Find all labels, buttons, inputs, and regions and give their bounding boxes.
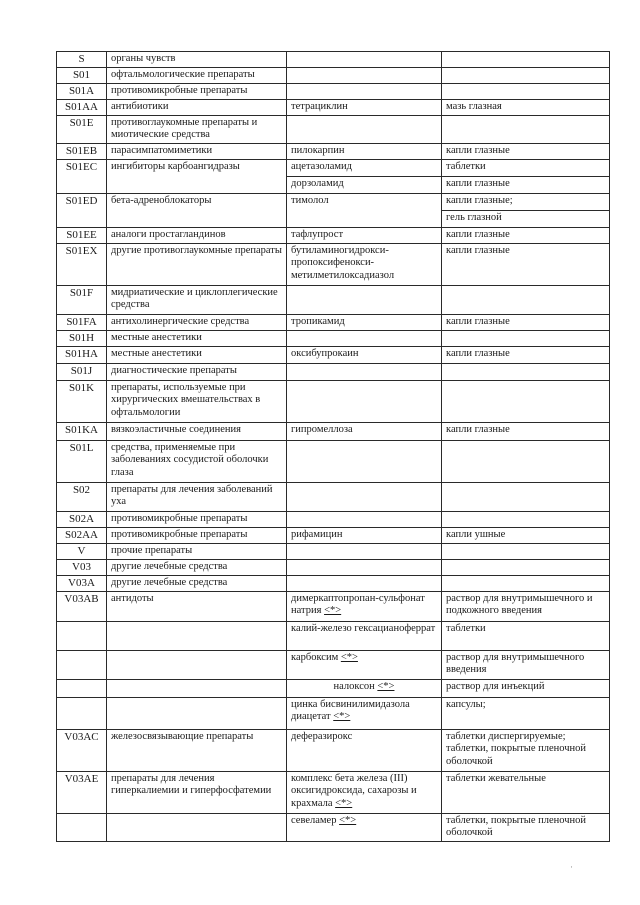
footnote-link[interactable]: <*> xyxy=(377,680,395,692)
atc-code: S01J xyxy=(57,363,107,380)
atc-code: V03AE xyxy=(57,771,107,813)
atc-code: S01EX xyxy=(57,243,107,285)
drug-name: пилокарпин xyxy=(287,143,442,159)
table-row xyxy=(57,99,610,115)
drug-text: налоксон xyxy=(333,680,375,692)
group-name xyxy=(107,621,287,650)
group-name: местные анестетики xyxy=(107,346,287,363)
dosage-form: капли глазные; xyxy=(442,193,610,210)
group-name xyxy=(107,679,287,697)
dosage-form xyxy=(442,115,610,143)
table-row xyxy=(57,591,610,621)
atc-code: S01AA xyxy=(57,99,107,115)
drug-name xyxy=(287,575,442,591)
group-name: офтальмологические препараты xyxy=(107,67,287,83)
group-name: другие лечебные средства xyxy=(107,575,287,591)
group-name: местные анестетики xyxy=(107,330,287,346)
atc-code xyxy=(57,813,107,841)
drug-name xyxy=(287,330,442,346)
drug-name xyxy=(287,83,442,99)
dosage-form xyxy=(442,380,610,422)
dosage-form: капли глазные xyxy=(442,176,610,193)
group-name: другие лечебные средства xyxy=(107,559,287,575)
footnote-link[interactable]: <*> xyxy=(340,651,358,663)
atc-code: S02AA xyxy=(57,527,107,543)
atc-code: S01E xyxy=(57,115,107,143)
atc-code: S01F xyxy=(57,285,107,314)
atc-code: V03AC xyxy=(57,729,107,771)
table-row xyxy=(57,650,610,679)
drug-text: комплекс бета железа (III) оксигидроксида, сахарозы и крахмала xyxy=(291,772,417,809)
group-name: железосвязывающие препараты xyxy=(107,729,287,771)
atc-code xyxy=(57,679,107,697)
group-name xyxy=(107,650,287,679)
atc-code: S01EB xyxy=(57,143,107,159)
drug-text: севеламер xyxy=(291,814,337,826)
atc-code: S02A xyxy=(57,511,107,527)
table-row xyxy=(57,697,610,729)
dosage-form: гель глазной xyxy=(442,210,610,227)
atc-code xyxy=(57,621,107,650)
group-name: аналоги простагландинов xyxy=(107,227,287,243)
table-row xyxy=(57,346,610,363)
drug-name xyxy=(287,813,442,841)
group-name: бета-адреноблокаторы xyxy=(107,193,287,227)
table-row xyxy=(57,771,610,813)
table-row xyxy=(57,440,610,482)
dosage-form xyxy=(442,482,610,511)
dosage-form: раствор для инъекций xyxy=(442,679,610,697)
drug-text: цинка бисвинилимидазола диацетат xyxy=(291,698,410,723)
drug-name: рифамицин xyxy=(287,527,442,543)
dosage-form xyxy=(442,67,610,83)
dosage-form: таблетки диспергируемые; таблетки, покрытые пленочной оболочкой xyxy=(442,729,610,771)
drug-name xyxy=(287,67,442,83)
atc-code: S02 xyxy=(57,482,107,511)
group-name: средства, применяемые при заболеваниях сосудистой оболочки глаза xyxy=(107,440,287,482)
atc-code: S01 xyxy=(57,67,107,83)
drug-name: гипромеллоза xyxy=(287,422,442,440)
table-row xyxy=(57,52,610,68)
table-row xyxy=(57,575,610,591)
drug-name xyxy=(287,771,442,813)
table-row xyxy=(57,363,610,380)
dosage-form xyxy=(442,363,610,380)
group-name xyxy=(107,813,287,841)
table-row xyxy=(57,482,610,511)
atc-code: S01L xyxy=(57,440,107,482)
dosage-form: таблетки жевательные xyxy=(442,771,610,813)
table-row xyxy=(57,243,610,285)
dosage-form xyxy=(442,440,610,482)
table-row xyxy=(57,422,610,440)
drug-name: ацетазоламид xyxy=(287,159,442,176)
drug-name xyxy=(287,440,442,482)
table-row xyxy=(57,143,610,159)
group-name: противомикробные препараты xyxy=(107,83,287,99)
group-name: прочие препараты xyxy=(107,543,287,559)
table-row xyxy=(57,380,610,422)
table-row xyxy=(57,285,610,314)
drug-name xyxy=(287,511,442,527)
group-name: парасимпатомиметики xyxy=(107,143,287,159)
table-row xyxy=(57,159,610,176)
dosage-form: капли глазные xyxy=(442,314,610,330)
atc-code xyxy=(57,650,107,679)
dosage-form: мазь глазная xyxy=(442,99,610,115)
group-name: противоглаукомные препараты и миотические средства xyxy=(107,115,287,143)
atc-code: V xyxy=(57,543,107,559)
table-row xyxy=(57,813,610,841)
group-name: антибиотики xyxy=(107,99,287,115)
dosage-form: капли ушные xyxy=(442,527,610,543)
drug-name: дорзоламид xyxy=(287,176,442,193)
dosage-form xyxy=(442,559,610,575)
dosage-form: капли глазные xyxy=(442,143,610,159)
drug-name xyxy=(287,543,442,559)
dosage-form xyxy=(442,330,610,346)
footnote-link[interactable]: <*> xyxy=(339,814,357,826)
atc-code: S01H xyxy=(57,330,107,346)
dosage-form: капли глазные xyxy=(442,422,610,440)
dosage-form xyxy=(442,83,610,99)
table-row xyxy=(57,511,610,527)
atc-code: S01EC xyxy=(57,159,107,193)
table-row xyxy=(57,543,610,559)
table-row xyxy=(57,193,610,210)
drug-name: тропикамид xyxy=(287,314,442,330)
scan-speck: · xyxy=(570,862,573,872)
group-name: вязкоэластичные соединения xyxy=(107,422,287,440)
atc-code: S01KA xyxy=(57,422,107,440)
dosage-form: таблетки, покрытые пленочной оболочкой xyxy=(442,813,610,841)
atc-code: S01HA xyxy=(57,346,107,363)
table-row xyxy=(57,621,610,650)
atc-code: S01EE xyxy=(57,227,107,243)
group-name: противомикробные препараты xyxy=(107,511,287,527)
atc-drug-table xyxy=(56,51,610,842)
drug-name: деферазирокс xyxy=(287,729,442,771)
table-row xyxy=(57,330,610,346)
drug-name: тетрациклин xyxy=(287,99,442,115)
atc-code: S xyxy=(57,52,107,68)
dosage-form xyxy=(442,285,610,314)
group-name: противомикробные препараты xyxy=(107,527,287,543)
drug-name xyxy=(287,591,442,621)
atc-code: S01ED xyxy=(57,193,107,227)
dosage-form: раствор для внутримышечного введения xyxy=(442,650,610,679)
table-row xyxy=(57,83,610,99)
dosage-form: раствор для внутримышечного и подкожного введения xyxy=(442,591,610,621)
dosage-form: капсулы; xyxy=(442,697,610,729)
group-name: антидоты xyxy=(107,591,287,621)
table-row xyxy=(57,679,610,697)
atc-code: V03AB xyxy=(57,591,107,621)
atc-code: S01A xyxy=(57,83,107,99)
group-name: органы чувств xyxy=(107,52,287,68)
footnote-link[interactable]: <*> xyxy=(324,605,342,617)
drug-text: димеркаптопропан-сульфонат натрия xyxy=(291,592,425,617)
drug-name xyxy=(287,559,442,575)
dosage-form: таблетки xyxy=(442,621,610,650)
dosage-form xyxy=(442,52,610,68)
drug-text: карбоксим xyxy=(291,651,339,663)
drug-name: оксибупрокаин xyxy=(287,346,442,363)
table-row xyxy=(57,559,610,575)
group-name: препараты, используемые при хирургических вмешательствах в офтальмологии xyxy=(107,380,287,422)
footnote-link[interactable]: <*> xyxy=(335,797,353,809)
atc-code xyxy=(57,697,107,729)
group-name: препараты для лечения гиперкалиемии и гиперфосфатемии xyxy=(107,771,287,813)
group-name: мидриатические и циклоплегические средства xyxy=(107,285,287,314)
table-row xyxy=(57,729,610,771)
drug-name xyxy=(287,650,442,679)
drug-name xyxy=(287,115,442,143)
atc-code: S01FA xyxy=(57,314,107,330)
table-row xyxy=(57,67,610,83)
dosage-form: таблетки xyxy=(442,159,610,176)
table-row xyxy=(57,227,610,243)
table-row xyxy=(57,314,610,330)
group-name: другие противоглаукомные препараты xyxy=(107,243,287,285)
drug-name xyxy=(287,679,442,697)
group-name: препараты для лечения заболеваний уха xyxy=(107,482,287,511)
dosage-form: капли глазные xyxy=(442,227,610,243)
group-name xyxy=(107,697,287,729)
drug-name xyxy=(287,697,442,729)
drug-name xyxy=(287,52,442,68)
atc-code: V03 xyxy=(57,559,107,575)
table-row xyxy=(57,115,610,143)
atc-code: V03A xyxy=(57,575,107,591)
drug-name: тафлупрост xyxy=(287,227,442,243)
group-name: ингибиторы карбоангидразы xyxy=(107,159,287,193)
drug-name: бутиламиногидрокси-пропоксифенокси-метилметилоксадиазол xyxy=(287,243,442,285)
group-name: антихолинергические средства xyxy=(107,314,287,330)
dosage-form xyxy=(442,511,610,527)
drug-name xyxy=(287,285,442,314)
drug-name: калий-железо гексацианоферрат xyxy=(287,621,442,650)
drug-name xyxy=(287,363,442,380)
atc-code: S01K xyxy=(57,380,107,422)
drug-name: тимолол xyxy=(287,193,442,227)
drug-name xyxy=(287,380,442,422)
table-row xyxy=(57,527,610,543)
dosage-form xyxy=(442,543,610,559)
footnote-link[interactable]: <*> xyxy=(333,711,351,723)
dosage-form: капли глазные xyxy=(442,243,610,285)
group-name: диагностические препараты xyxy=(107,363,287,380)
dosage-form xyxy=(442,575,610,591)
drug-name xyxy=(287,482,442,511)
dosage-form: капли глазные xyxy=(442,346,610,363)
